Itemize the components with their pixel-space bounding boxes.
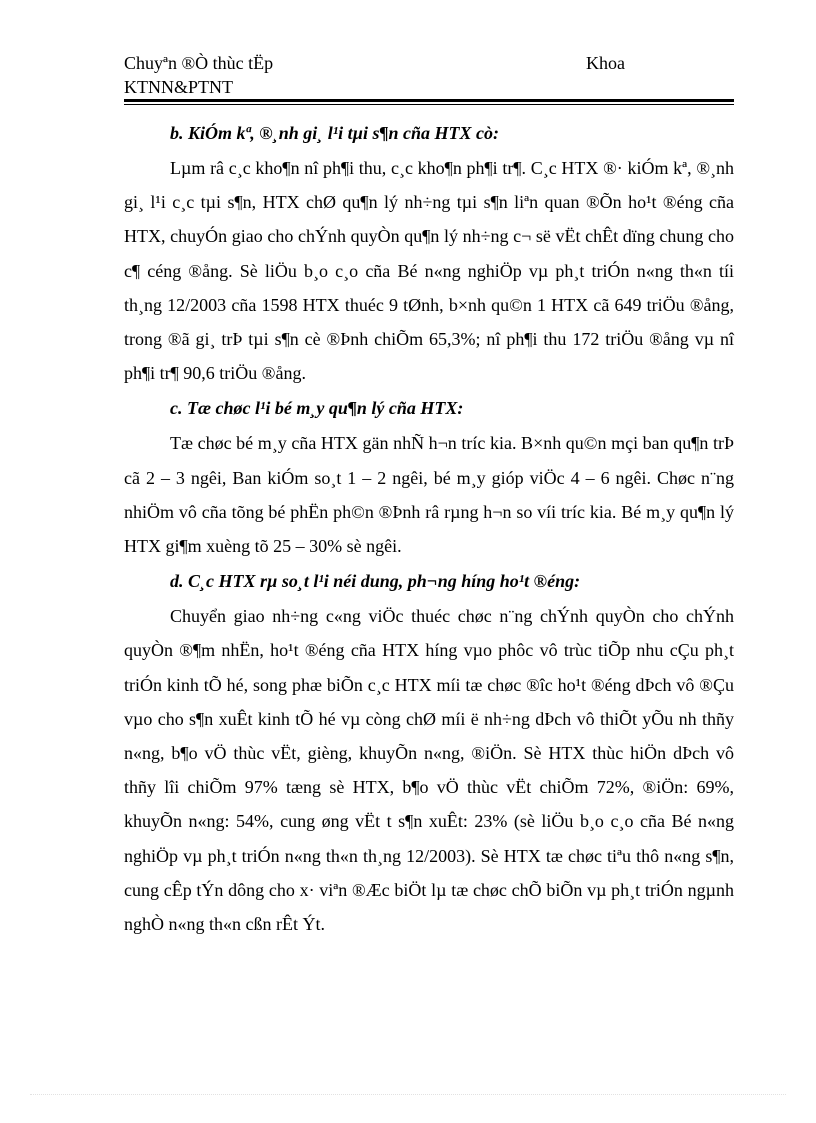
section-paragraph-b: Lµm râ c¸c kho¶n nî ph¶i thu, c¸c kho¶n ph¶i tr¶. C¸c HTX ®· kiÓm kª, ®¸nh gi¸ l¹i c¸c tµi s¶n, HTX chØ qu¶n lý nh÷ng tµi s¶n liªn quan ®Õn ho¹t ®éng cña HTX, chuyÓn giao cho chÝnh quyÒn qu¶n lý nh÷ng c¬ së vËt chÊt dïng chung cho c¶ céng ®ång. Sè liÖu b¸o c¸o cña Bé n«ng nghiÖp vµ ph¸t triÓn n«ng th«n tíi th¸ng 12/2003 cña 1598 HTX thuéc 9 tØnh, b×nh qu©n 1 HTX cã 649 triÖu ®ång, trong ®ã gi¸ trÞ tµi s¶n cè ®Þnh chiÕm 65,3%; nî ph¶i thu 172 triÖu ®ång vµ nî ph¶i tr¶ 90,6 triÖu ®ång. <box>124 158 734 384</box>
header-left <box>124 51 544 99</box>
header-faculty: Khoa <box>586 53 625 73</box>
header-title: Chuyªn ®Ò thùc tËp <box>124 53 274 73</box>
section-heading-b: b. KiÓm kª, ®¸nh gi¸ l¹i tµi s¶n cña HTX cò: <box>170 123 500 143</box>
document-body <box>124 115 734 941</box>
section-paragraph-d: Chuyển giao nh÷ng c«ng viÖc thuéc chøc n¨ng chÝnh quyÒn cho chÝnh quyÒn ®¶m nhËn, ho¹t ®éng cña HTX híng vµo phôc vô trùc tiÕp nhu cÇu ph¸t triÓn kinh tÕ hé, song phæ biÕn c¸c HTX míi tæ chøc ®îc ho¹t ®éng dÞch vô ®Çu vµo cho s¶n xuÊt kinh tÕ hé vµ còng chØ míi ë nh÷ng dÞch vô thiÕt yÕu nh thñy n«ng, b¶o vÖ thùc vËt, gièng, khuyÕn n«ng, ®iÖn. Sè HTX thùc hiÖn dÞch vô thñy lîi chiÕm 97% tæng sè HTX, b¶o vÖ thùc vËt chiÕm 72%, ®iÖn: 69%, khuyÕn n«ng: 54%, cung øng vËt t s¶n xuÊt: 23% (sè liÖu b¸o c¸o cña Bé n«ng nghiÖp vµ ph¸t triÓn n«ng th«n th¸ng 12/2003). Sè HTX tæ chøc tiªu thô n«ng s¶n, cung cÊp tÝn dông cho x· viªn ®Æc biÖt lµ tæ chøc chÕ biÕn vµ ph¸t triÓn ngµnh nghÒ n«ng th«n cßn rÊt Ýt. <box>124 606 734 935</box>
page-bottom-divider <box>30 1094 786 1095</box>
section-heading-d: d. C¸c HTX rµ so¸t l¹i néi dung, ph¬ng híng ho¹t ®éng: <box>170 571 581 592</box>
header-rule-thin <box>124 104 734 105</box>
section-heading-c: c. Tæ chøc l¹i bé m¸y qu¶n lý cña HTX: <box>170 398 464 419</box>
header-rule-thick <box>124 99 734 102</box>
section-paragraph-c: Tæ chøc bé m¸y cña HTX gän nhÑ h¬n tríc kia. B×nh qu©n mçi ban qu¶n trÞ cã 2 – 3 ngêi, Ban kiÓm so¸t 1 – 2 ngêi, bé m¸y gióp viÖc 4 – 6 ngêi. Chøc n¨ng nhiÖm vô cña tõng bé phËn ph©n ®Þnh râ rµng h¬n so víi tríc kia. Bé m¸y qu¶n lý HTX gi¶m xuèng tõ 25 – 30% sè ngêi. <box>124 433 734 557</box>
header-department: KTNN&PTNT <box>124 77 233 97</box>
